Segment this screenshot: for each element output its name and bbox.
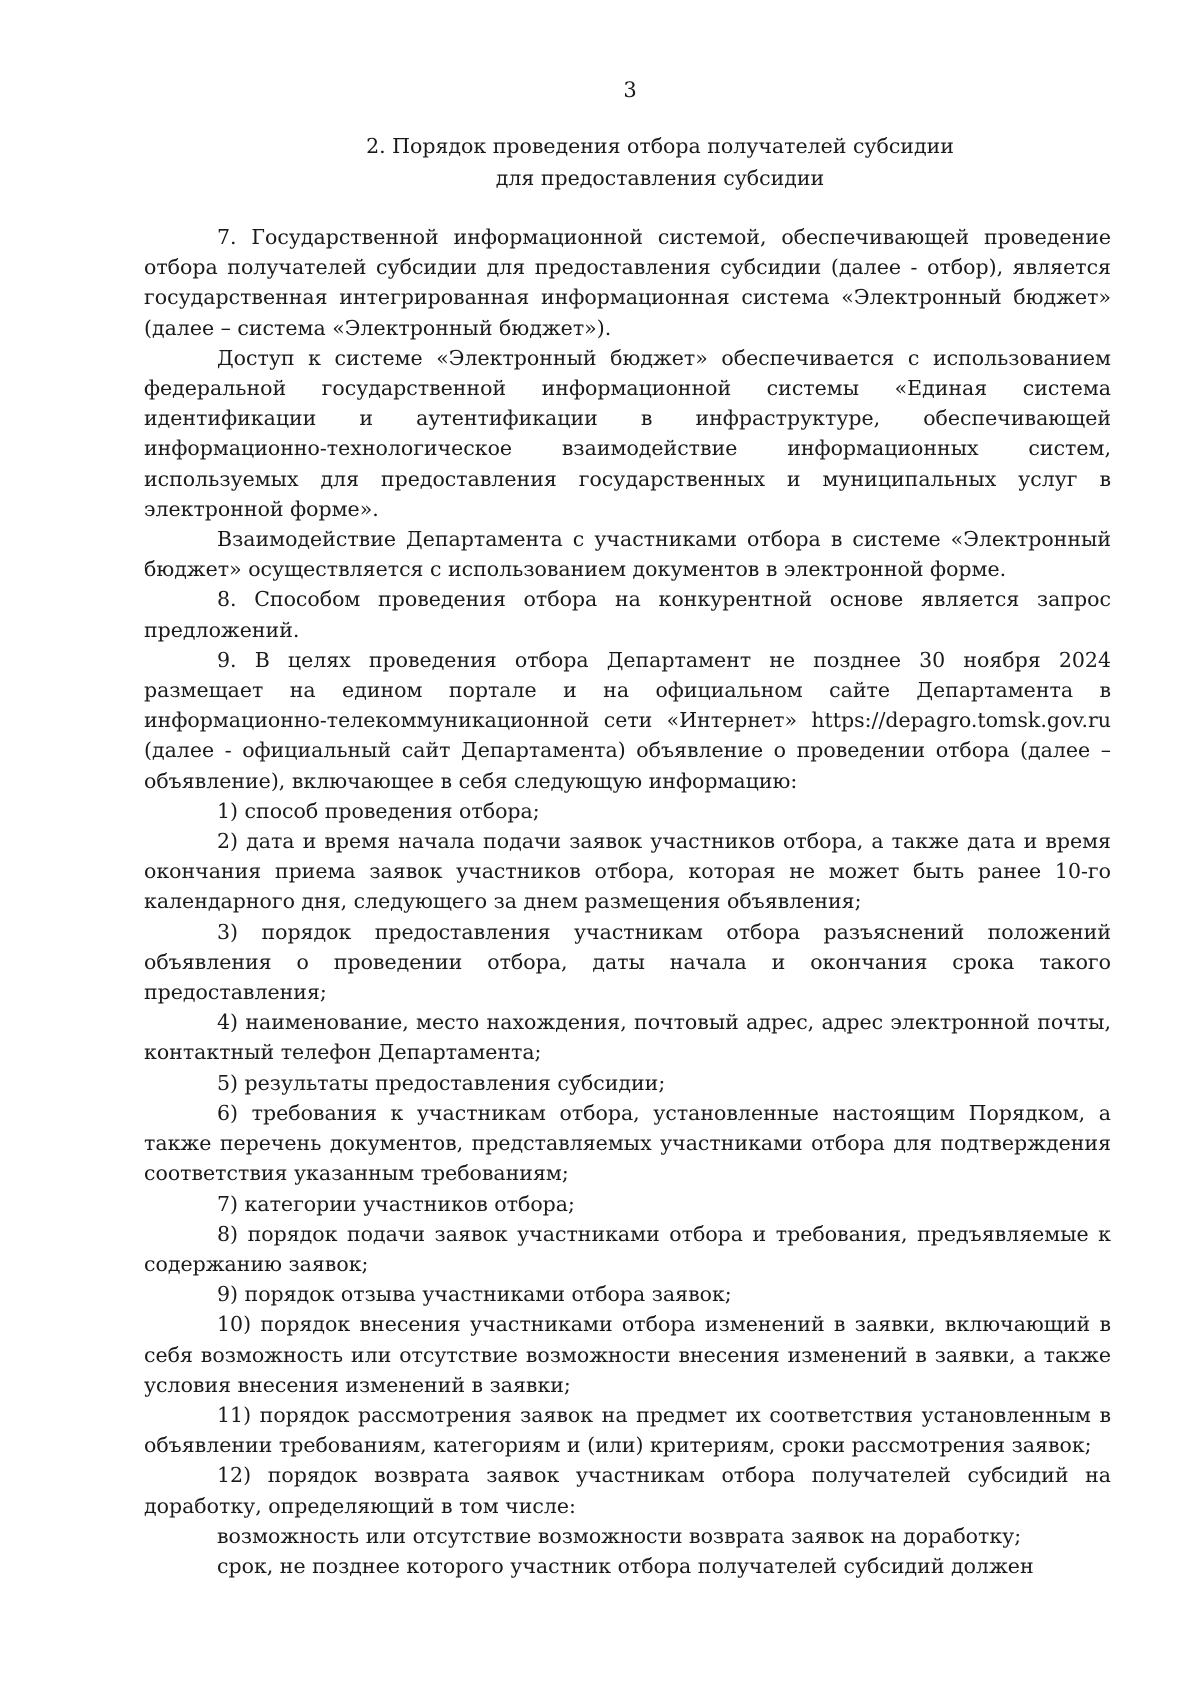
list-item-2: 2) дата и время начала подачи заявок участников отбора, а также дата и время окончания приема заявок участников отбора, которая не может быть ранее 10-го календарного дня, следующего за днем размещения объявления; bbox=[144, 829, 1111, 914]
paragraph-item-9: 9. В целях проведения отбора Департамент не позднее 30 ноября 2024 размещает на едином портале и на официальном сайте Департамента в информационно-телекоммуникационной сети «Интернет» https://depagro.tomsk.gov.ru (далее - официальный сайт Департамента) объявление о проведении отбора (далее – объявление), включающее в себя следующую информацию: bbox=[144, 647, 1111, 793]
list-item-8: 8) порядок подачи заявок участниками отбора и требования, предъявляемые к содержанию заявок; bbox=[144, 1221, 1111, 1276]
list-item-4: 4) наименование, место нахождения, почтовый адрес, адрес электронной почты, контактный телефон Департамента; bbox=[144, 1010, 1111, 1065]
section-title-line-1: 2. Порядок проведения отбора получателей субсидии bbox=[366, 134, 954, 158]
list-subitem-deadline: срок, не позднее которого участник отбора получателей субсидий должен bbox=[217, 1553, 1034, 1578]
list-item-6: 6) требования к участникам отбора, установленные настоящим Порядком, а также перечень документов, представляемых участниками отбора для подтверждения соответствия указанным требованиям; bbox=[144, 1100, 1111, 1186]
list-item-3: 3) порядок предоставления участникам отбора разъяснений положений объявления о проведении отбора, даты начала и окончания срока такого предоставления; bbox=[144, 919, 1111, 1005]
list-item-1: 1) способ проведения отбора; bbox=[217, 798, 540, 823]
page-number: 3 bbox=[623, 78, 637, 102]
list-item-7: 7) категории участников отбора; bbox=[217, 1191, 575, 1216]
list-item-5: 5) результаты предоставления субсидии; bbox=[217, 1070, 666, 1095]
paragraph-item-7: 7. Государственной информационной системой, обеспечивающей проведение отбора получателей субсидии для предоставления субсидии (далее - отбор), является государственная интегрированная информационная система «Электронный бюджет» (далее – система «Электронный бюджет»). bbox=[144, 225, 1111, 340]
paragraph-access-system: Доступ к системе «Электронный бюджет» обеспечивается с использованием федеральной государственной информационной системы «Единая система идентификации и аутентификации в инфраструктуре, обеспечивающей информационно-технологическое взаимодействие информационных систем, используемых для предоставления государственных и муниципальных услуг в электронной форме». bbox=[144, 345, 1111, 521]
list-subitem-return-possibility: возможность или отсутствие возможности возврата заявок на доработку; bbox=[217, 1523, 1022, 1548]
section-title bbox=[0, 130, 1200, 194]
list-item-9: 9) порядок отзыва участниками отбора заявок; bbox=[217, 1282, 732, 1307]
list-item-11: 11) порядок рассмотрения заявок на предмет их соответствия установленным в объявлении требованиям, категориям и (или) критериям, сроки рассмотрения заявок; bbox=[144, 1402, 1111, 1458]
section-title-line-2: для предоставления субсидии bbox=[495, 166, 825, 190]
paragraph-interaction: Взаимодействие Департамента с участниками отбора в системе «Электронный бюджет» осуществляется с использованием документов в электронной форме. bbox=[144, 527, 1111, 582]
list-item-12: 12) порядок возврата заявок участникам отбора получателей субсидий на доработку, определяющий в том числе: bbox=[144, 1463, 1111, 1518]
document-body bbox=[144, 222, 1111, 1581]
paragraph-item-8: 8. Способом проведения отбора на конкурентной основе является запрос предложений. bbox=[144, 587, 1111, 642]
list-item-10: 10) порядок внесения участниками отбора изменений в заявки, включающий в себя возможность или отсутствие возможности внесения изменений в заявки, а также условия внесения изменений в заявки; bbox=[144, 1312, 1111, 1397]
